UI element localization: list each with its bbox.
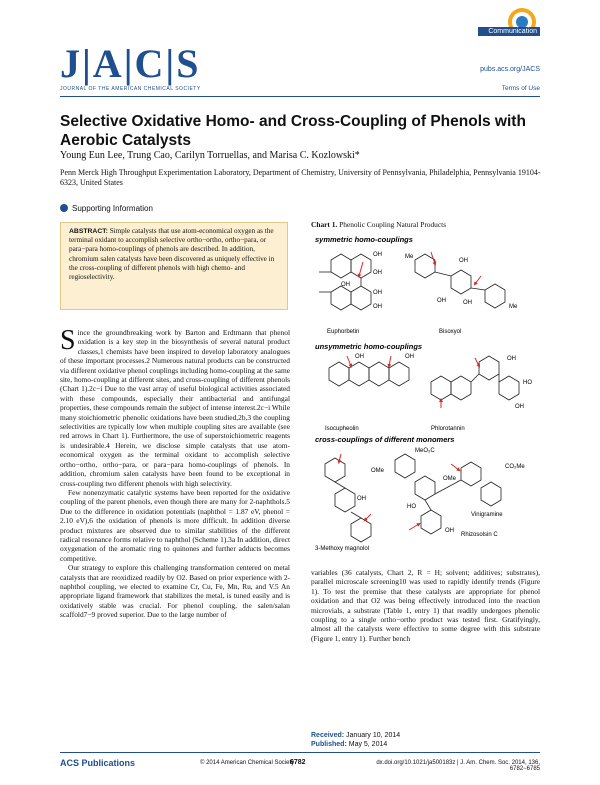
- label-oh: HO: [523, 380, 532, 386]
- publication-dates: Received: January 10, 2014 Published: May 5, 2014: [311, 732, 401, 748]
- molecule-name-vinigramine: Vinigramine: [471, 512, 503, 518]
- supporting-info-link[interactable]: Supporting Information: [60, 204, 153, 213]
- molecule-name-phlorotannin: Phlorotannin: [431, 426, 465, 432]
- page-number: 6782: [290, 759, 306, 766]
- paragraph-2: Few nonenzymatic catalytic systems have been reported for the oxidative coupling of the parent phenols, even though there are many for 2-naphthols.5 Due to the difference in oxidation potentials (naphthol = 1.87 eV, phenol = 2.10 eV),6 the oxidation of phenols is more difficult. In addition diverse product mixtures are observed due to similar stabilities of the different radical resonance forms relative to naphthol (Scheme 1).3a In addition, direct oxygenation of the aromatic ring to quinones and further adducts becomes competitive.: [60, 487, 290, 563]
- isocupheolin-structure: [329, 362, 409, 386]
- article-title: Selective Oxidative Homo- and Cross-Coupling of Phenols with Aerobic Catalysts: [60, 113, 526, 149]
- body-right-column: variables (36 catalysts, Chart 2, R = H; solvent; additives; substrates), parallel microscale screening10 was used to rapidly identify trends (Figure 1). To test the premise that these catalysts are appropriate for phenol oxidation and that O2 was being effectively introduced into the reaction microvials, a substrate (Table 1, entry 1) that readily undergoes phenolic coupling to a single ortho−ortho product was tested first. Gratifyingly, almost all the catalysts were effective to some degree with this substrate (Figure 1, entry 1). Further bench: [311, 568, 540, 643]
- label-oh: OH: [341, 282, 350, 288]
- section-unsymmetric: unsymmetric homo-couplings: [315, 342, 423, 351]
- label-ome: OMe: [371, 468, 385, 474]
- label-oh: OH: [373, 252, 382, 258]
- abstract-text: Simple catalysts that use atom-economical oxygen as the terminal oxidant to accomplish selective ortho−ortho, ortho−para, or para−para homo-couplings of phenols are described. In addition, chromium salen catalysts have been discovered as uniquely effective in the cross-coupling of different phenols with high chemo- and regioselectivity.: [69, 227, 275, 282]
- doi-citation[interactable]: dx.doi.org/10.1021/ja500183z | J. Am. Chem. Soc. 2014, 136, 6782−6785: [376, 760, 540, 772]
- molecule-name-isocupheolin: Isocupheolin: [325, 426, 359, 432]
- label-meo2c: MeO₂C: [415, 448, 435, 454]
- molecule-name-magnolol: 3-Methoxy magnolol: [315, 546, 370, 552]
- copyright-notice: © 2014 American Chemical Society: [200, 760, 295, 766]
- author-list: Young Eun Lee, Trung Cao, Carilyn Torruellas, and Marisa C. Kozlowski*: [60, 150, 360, 161]
- chart-title: Chart 1. Phenolic Coupling Natural Products: [311, 220, 447, 229]
- label-ho: HO: [407, 504, 416, 510]
- terms-of-use-link[interactable]: Terms of Use: [501, 85, 540, 92]
- journal-subtitle: JOURNAL OF THE AMERICAN CHEMICAL SOCIETY: [60, 86, 201, 92]
- section-symmetric: symmetric homo-couplings: [315, 235, 413, 244]
- label-oh: OH: [373, 304, 382, 310]
- label-oh: OH: [507, 356, 516, 362]
- label-me: Me: [405, 254, 414, 260]
- footer-divider: [60, 752, 540, 753]
- header-divider: [60, 96, 540, 97]
- label-co2me: CO₂Me: [505, 464, 525, 470]
- journal-url-link[interactable]: pubs.acs.org/JACS: [480, 66, 540, 73]
- label-me: Me: [509, 304, 518, 310]
- molecule-name-rhizosolsin: Rhizosolsin C: [461, 532, 498, 538]
- label-oh: OH: [515, 404, 524, 410]
- label-oh: OH: [445, 528, 454, 534]
- label-oh: OH: [405, 354, 414, 360]
- article-type-badge: Communication: [478, 27, 540, 36]
- label-oh: OH: [355, 354, 364, 360]
- body-left-column: [60, 325, 290, 620]
- label-ome: OMe: [443, 476, 457, 482]
- paragraph-3: Our strategy to explore this challenging transformation centered on metal catalysts that are reoxidized readily by O2. Based on prior experience with 2-naphthol coupling, we elected to examine Cr, Cu, Fe, Mn, Ru, and V.5 An appropriate ligand framework that stabilizes the metal, is tuned easily and is oxidatively stable was crucial. For phenol coupling, the salen/salan scaffold7−9 proved superior. Due to the large number of: [60, 563, 290, 620]
- label-oh: OH: [437, 298, 446, 304]
- chart-structures: [311, 232, 540, 562]
- phlorotannin-structure: [431, 356, 519, 400]
- affiliation: Penn Merck High Throughput Experimentation Laboratory, Department of Chemistry, University of Pennsylvania, Philadelphia, Pennsylvania 19104-6323, United States: [60, 168, 541, 187]
- label-oh: OH: [459, 258, 468, 264]
- vinigramine-structure: [395, 454, 501, 534]
- abstract-box: [60, 222, 288, 310]
- supporting-info-icon: [60, 204, 68, 212]
- dropcap: S: [60, 325, 76, 356]
- label-oh: OH: [357, 496, 366, 502]
- label-oh: OH: [373, 270, 382, 276]
- coupling-site-arrows: [339, 252, 481, 530]
- acs-publications-logo[interactable]: ACS Publications: [60, 758, 136, 768]
- journal-logo: J|A|C|S: [60, 41, 201, 86]
- abstract-label: ABSTRACT:: [69, 228, 108, 235]
- label-oh: OH: [463, 300, 472, 306]
- section-cross: cross-couplings of different monomers: [315, 435, 455, 444]
- label-oh: OH: [373, 290, 382, 296]
- molecule-name-euphorbetin: Euphorbetin: [327, 329, 360, 335]
- molecule-name-bisoxyol: Bisoxyol: [439, 329, 462, 335]
- intro-paragraph: ince the groundbreaking work by Barton and Erdtmann that phenol oxidation is a key step in the biosynthesis of several natural product classes,1 chemists have been inspired to develop laboratory analogues of these important processes.2 Numerous natural products can be constructed via different oxidative phenol couplings including homo-coupling at the same site, homo-coupling at different sites, and cross-coupling of different phenols (Chart 1).2c−i Due to the vast array of useful biological activities associated with these compounds, especially their antibacterial and antifungal properties, these compounds remain the subject of intense interest.2c−i While many stoichiometric phenolic oxidations have been studied,2b,3 the coupling selectivities are typically low when multiple coupling sites are available (see red arrows in Chart 1). Furthermore, the use of superstoichiometric reagents is undesirable.4 Herein, we disclose simple catalysts that use atom-economical oxygen as the terminal oxidant to accomplish selective ortho−ortho, ortho−para, or para−para homo-couplings of phenols. In addition, chromium salen catalysts have been found to be exceptional in cross-coupling two different phenols with high selectivity.: [60, 328, 290, 488]
